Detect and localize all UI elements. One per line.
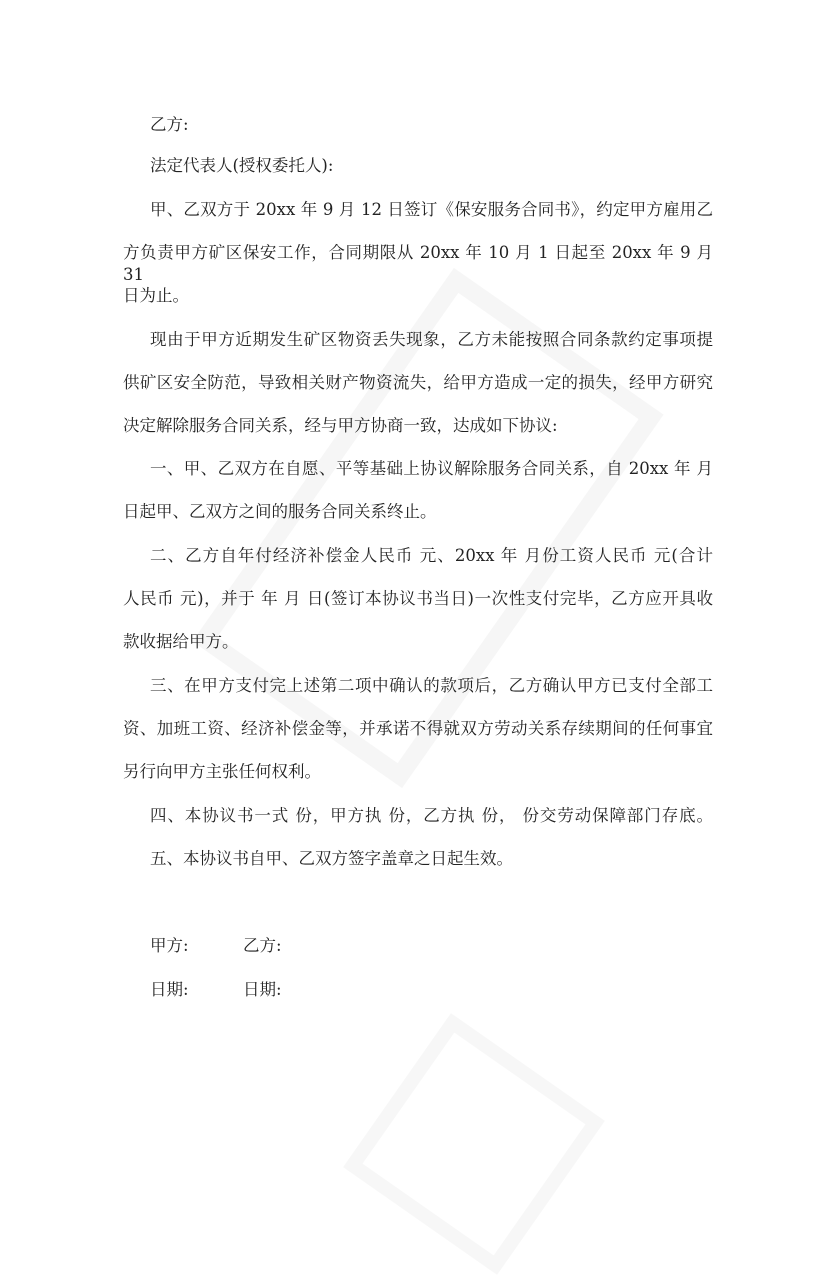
clause-2-line: 二、乙方自年付经济补偿金人民币 元、20xx 年 月份工资人民币 元(合计 bbox=[150, 546, 713, 565]
clause-4-line: 四、本协议书一式 份，甲方执 份，乙方执 份， 份交劳动保障部门存底。 bbox=[150, 806, 713, 825]
legal-rep-label: 法定代表人(授权委托人): bbox=[150, 156, 334, 175]
paragraph-line: 供矿区安全防范，导致相关财产物资流失，给甲方造成一定的损失，经甲方研究 bbox=[123, 373, 713, 392]
paragraph-line: 现由于甲方近期发生矿区物资丢失现象，乙方未能按照合同条款约定事项提 bbox=[150, 330, 713, 349]
clause-3-line: 三、在甲方支付完上述第二项中确认的款项后，乙方确认甲方已支付全部工 bbox=[150, 676, 713, 695]
date-party-b: 日期: bbox=[243, 980, 282, 999]
date-party-a: 日期: bbox=[150, 980, 189, 999]
clause-2-line: 人民币 元)，并于 年 月 日(签订本协议书当日)一次性支付完毕，乙方应开具收 bbox=[123, 589, 713, 608]
paragraph-line: 方负责甲方矿区保安工作，合同期限从 20xx 年 10 月 1 日起至 20xx 年 9 月 31 bbox=[123, 243, 713, 284]
clause-3-line: 资、加班工资、经济补偿金等，并承诺不得就双方劳动关系存续期间的任何事宜 bbox=[123, 719, 713, 738]
paragraph-line: 日为止。 bbox=[123, 286, 189, 305]
clause-1-line: 日起甲、乙双方之间的服务合同关系终止。 bbox=[123, 502, 437, 521]
paragraph-line: 决定解除服务合同关系，经与甲方协商一致，达成如下协议: bbox=[123, 416, 558, 435]
clause-2-line: 款收据给甲方。 bbox=[123, 632, 239, 651]
watermark bbox=[343, 1013, 605, 1275]
signature-party-b: 乙方: bbox=[243, 936, 282, 955]
clause-1-line: 一、甲、乙双方在自愿、平等基础上协议解除服务合同关系，自 20xx 年 月 bbox=[150, 459, 713, 478]
paragraph-line: 甲、乙双方于 20xx 年 9 月 12 日签订《保安服务合同书》，约定甲方雇用乙 bbox=[150, 200, 713, 219]
party-b-label: 乙方: bbox=[150, 115, 189, 134]
signature-party-a: 甲方: bbox=[150, 936, 189, 955]
clause-5-line: 五、本协议书自甲、乙双方签字盖章之日起生效。 bbox=[150, 849, 513, 868]
clause-3-line: 另行向甲方主张任何权利。 bbox=[123, 762, 321, 781]
